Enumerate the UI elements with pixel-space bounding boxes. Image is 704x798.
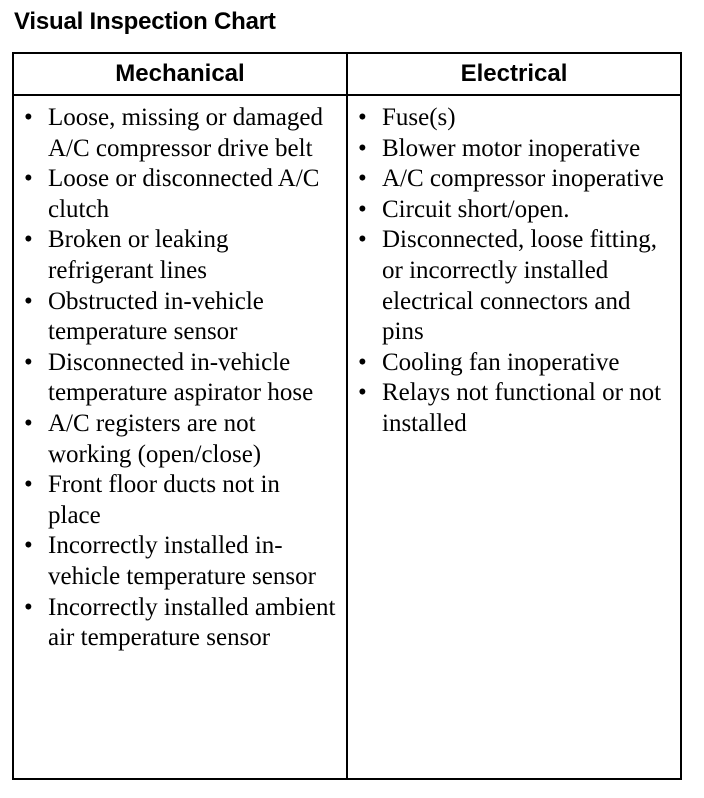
list-item (24, 225, 336, 286)
list-item (24, 531, 336, 592)
header-row (13, 53, 681, 95)
item-text: Disconnected in-vehicle temperature aspirator hose (48, 348, 314, 407)
item-text: Blower motor inoperative (382, 134, 641, 162)
list-item (24, 103, 336, 164)
list-item (358, 134, 670, 165)
item-text: Relays not functional or not installed (382, 379, 662, 437)
electrical-list (348, 96, 680, 440)
bullet-icon: • (24, 165, 33, 193)
list-item (358, 164, 670, 195)
list-item (24, 287, 336, 348)
bullet-icon: • (358, 104, 367, 131)
list-item (24, 164, 336, 225)
item-text: Fuse(s) (382, 104, 456, 131)
bullet-icon: • (358, 348, 367, 376)
mechanical-list (14, 96, 346, 654)
list-item (358, 348, 670, 379)
bullet-icon: • (24, 104, 33, 131)
chart-title: Visual Inspection Chart (14, 8, 276, 35)
item-text: A/C registers are not working (open/close) (48, 409, 262, 468)
item-text: Front floor ducts not in place (48, 471, 280, 529)
item-text: Incorrectly installed in-vehicle temperature sensor (48, 532, 316, 590)
body-row (13, 95, 681, 779)
list-item (24, 409, 336, 470)
item-text: Circuit short/open. (382, 195, 570, 223)
bullet-icon: • (358, 195, 367, 223)
bullet-icon: • (358, 165, 367, 193)
mechanical-cell (13, 95, 347, 779)
electrical-cell (347, 95, 681, 779)
bullet-icon: • (24, 471, 33, 499)
bullet-icon: • (24, 532, 33, 560)
list-item (24, 593, 336, 654)
bullet-icon: • (358, 379, 367, 407)
list-item (358, 225, 670, 347)
bullet-icon: • (24, 287, 33, 315)
inspection-table (12, 52, 682, 780)
bullet-icon: • (24, 348, 33, 376)
item-text: Disconnected, loose fitting, or incorrectly installed electrical connectors and pins (382, 226, 657, 346)
item-text: Loose, missing or damaged A/C compressor drive belt (48, 104, 323, 162)
bullet-icon: • (358, 134, 367, 162)
list-item (24, 470, 336, 531)
item-text: Broken or leaking refrigerant lines (48, 226, 229, 284)
item-text: Obstructed in-vehicle temperature sensor (48, 287, 264, 346)
item-text: Incorrectly installed ambient air temperature sensor (48, 593, 336, 652)
bullet-icon: • (358, 226, 367, 254)
list-item (24, 348, 336, 409)
mechanical-header: Mechanical (13, 53, 347, 95)
item-text: A/C compressor inoperative (382, 165, 664, 193)
bullet-icon: • (24, 593, 33, 621)
list-item (358, 103, 670, 134)
bullet-icon: • (24, 409, 33, 437)
bullet-icon: • (24, 226, 33, 254)
item-text: Cooling fan inoperative (382, 348, 620, 376)
list-item (358, 195, 670, 226)
electrical-header: Electrical (347, 53, 681, 95)
item-text: Loose or disconnected A/C clutch (48, 165, 320, 223)
list-item (358, 378, 670, 439)
